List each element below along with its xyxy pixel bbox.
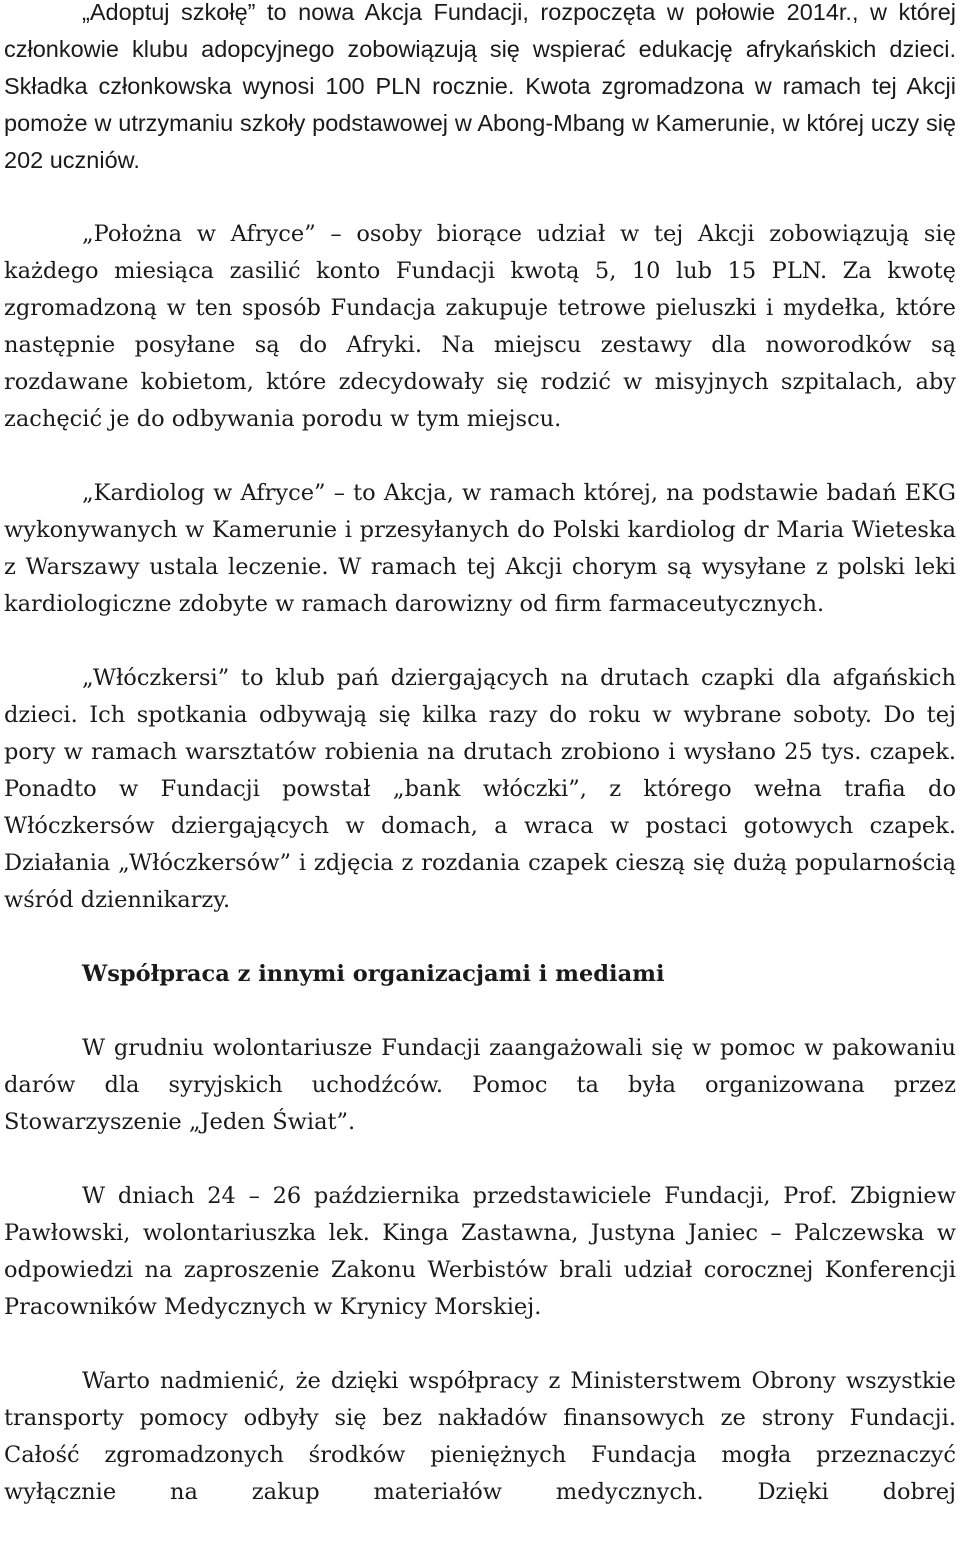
paragraph-ministerstwo-obrony: Warto nadmienić, że dzięki współpracy z Ministerstwem Obrony wszystkie transporty pomocy odbyły się bez nakładów finansowych ze strony Fundacji. Całość zgromadzonych środków pieniężnych Fundacja mogła przeznaczyć wyłącznie na zakup materiałów medycznych. Dzięki dobrej (4, 1368, 956, 1505)
document-page (4, 0, 956, 1511)
paragraph-spacer (4, 438, 956, 475)
paragraph-spacer (4, 993, 956, 1030)
paragraph-spacer (4, 919, 956, 956)
paragraph-spacer (4, 179, 956, 216)
paragraph-konferencja: W dniach 24 – 26 października przedstawiciele Fundacji, Prof. Zbigniew Pawłowski, wolontariuszka lek. Kinga Zastawna, Justyna Janiec – Palczewska w odpowiedzi na zaproszenie Zakonu Werbistów brali udział corocznej Konferencji Pracowników Medycznych w Krynicy Morskiej. (4, 1183, 956, 1320)
paragraph-polozna-w-afryce: „Położna w Afryce” – osoby biorące udział w tej Akcji zobowiązują się każdego miesiąca zasilić konto Fundacji kwotą 5, 10 lub 15 PLN. Za kwotę zgromadzoną w ten sposób Fundacja zakupuje tetrowe pieluszki i mydełka, które następnie posyłane są do Afryki. Na miejscu zestawy dla noworodków są rozdawane kobietom, które zdecydowały się rodzić w misyjnych szpitalach, aby zachęcić je do odbywania porodu w tym miejscu. (4, 221, 956, 432)
paragraph-grudzien-pomoc: W grudniu wolontariusze Fundacji zaangażowali się w pomoc w pakowaniu darów dla syryjskich uchodźców. Pomoc ta była organizowana przez Stowarzyszenie „Jeden Świat”. (4, 1035, 956, 1135)
paragraph-wloczkersi: „Włóczkersi” to klub pań dziergających na drutach czapki dla afgańskich dzieci. Ich spotkania odbywają się kilka razy do roku w wybrane soboty. Do tej pory w ramach warsztatów robienia na drutach zrobiono i wysłano 25 tys. czapek. Ponadto w Fundacji powstał „bank włóczki”, z którego wełna trafia do Włóczkersów dziergających w domach, a wraca w postaci gotowych czapek. Działania „Włóczkersów” i zdjęcia z rozdania czapek cieszą się dużą popularnością wśród dziennikarzy. (4, 665, 956, 913)
paragraph-kardiolog-w-afryce: „Kardiolog w Afryce” – to Akcja, w ramach której, na podstawie badań EKG wykonywanych w Kamerunie i przesyłanych do Polski kardiolog dr Maria Wieteska z Warszawy ustala leczenie. W ramach tej Akcji chorym są wysyłane z polski leki kardiologiczne zdobyte w ramach darowizny od firm farmaceutycznych. (4, 480, 956, 617)
section-heading: Współpraca z innymi organizacjami i mediami (82, 961, 665, 987)
paragraph-spacer (4, 1326, 956, 1363)
paragraph-adoptuj-szkole: „Adoptuj szkołę” to nowa Akcja Fundacji, rozpoczęta w połowie 2014r., w której członkowie klubu adopcyjnego zobowiązują się wspierać edukację afrykańskich dzieci. Składka członkowska wynosi 100 PLN rocznie. Kwota zgromadzona w ramach tej Akcji pomoże w utrzymaniu szkoły podstawowej w Abong-Mbang w Kamerunie, w której uczy się 202 uczniów. (4, 0, 956, 173)
paragraph-spacer (4, 623, 956, 660)
paragraph-spacer (4, 1141, 956, 1178)
